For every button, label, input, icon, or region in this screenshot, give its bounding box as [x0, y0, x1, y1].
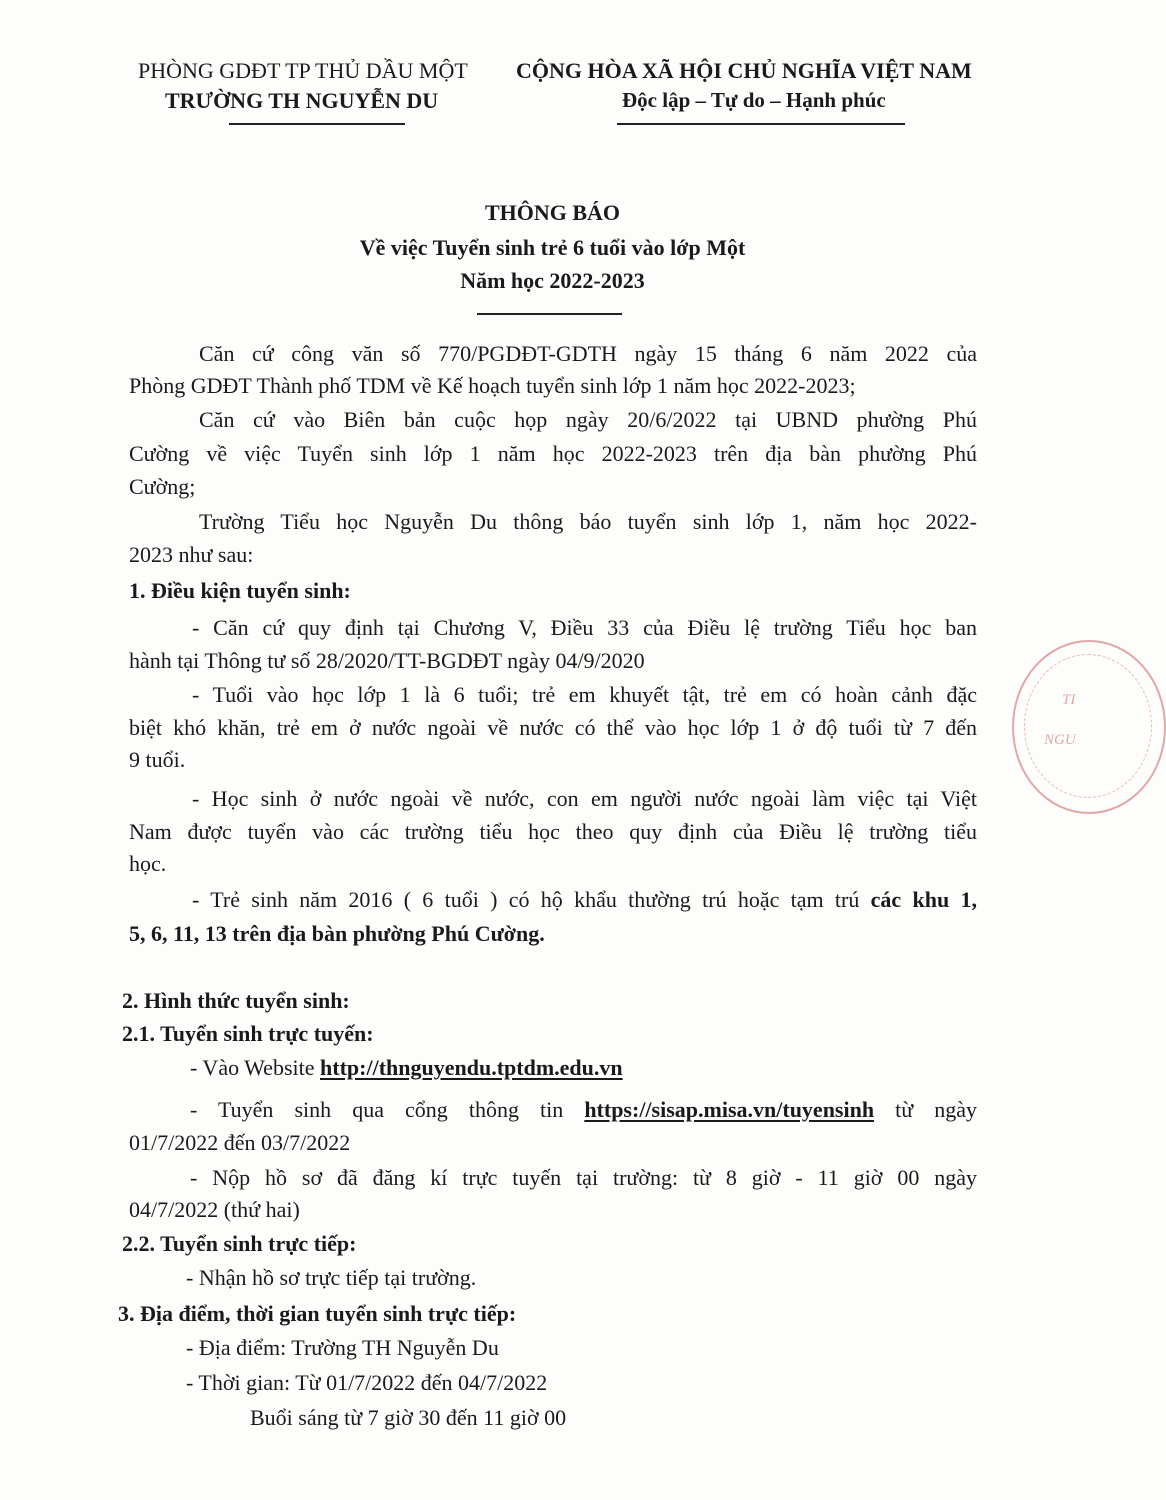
- section-1-bold-text: các khu 1,: [870, 887, 977, 912]
- portal-suffix: từ ngày: [874, 1097, 977, 1122]
- title-underline: [477, 313, 622, 315]
- website-link[interactable]: http://thnguyendu.tptdm.edu.vn: [320, 1055, 623, 1080]
- header-right-underline: [617, 123, 905, 125]
- section-1-heading: 1. Điều kiện tuyển sinh:: [129, 578, 351, 603]
- time-line: - Thời gian: Từ 01/7/2022 đến 04/7/2022: [186, 1370, 548, 1395]
- section-1-line: hành tại Thông tư số 28/2020/TT-BGDĐT ngày 04/9/2020: [129, 648, 645, 673]
- section-1-line: - Học sinh ở nước ngoài về nước, con em người nước ngoài làm việc tại Việt: [192, 786, 977, 811]
- section-1-line: 5, 6, 11, 13 trên địa bàn phường Phú Cường.: [129, 921, 545, 946]
- doc-school-year: Năm học 2022-2023: [460, 268, 645, 293]
- portal-dates: 01/7/2022 đến 03/7/2022: [129, 1130, 351, 1155]
- section-1-line: 9 tuổi.: [129, 747, 186, 772]
- portal-line: [190, 1094, 977, 1127]
- section-1-line: học.: [129, 851, 167, 876]
- doc-title: THÔNG BÁO: [484, 200, 621, 225]
- header-school: TRƯỜNG TH NGUYỄN DU: [165, 88, 439, 113]
- website-prefix: - Vào Website: [190, 1055, 321, 1080]
- portal-prefix: - Tuyển sinh qua cổng thông tin: [190, 1097, 585, 1122]
- preamble-line: Cường về việc Tuyển sinh lớp 1 năm học 2022-2023 trên địa bàn phường Phú: [129, 441, 977, 466]
- section-1-plain-text: - Trẻ sinh năm 2016 ( 6 tuổi ) có hộ khẩu thường trú hoặc tạm trú: [192, 887, 871, 912]
- submit-line: - Nộp hồ sơ đã đăng kí trực tuyến tại trường: từ 8 giờ - 11 giờ 00 ngày: [190, 1165, 977, 1190]
- header-motto: Độc lập – Tự do – Hạnh phúc: [622, 88, 886, 112]
- header-republic: CỘNG HÒA XÃ HỘI CHỦ NGHĨA VIỆT NAM: [516, 58, 972, 83]
- header-left-underline: [229, 123, 405, 125]
- portal-link[interactable]: https://sisap.misa.vn/tuyensinh: [584, 1097, 875, 1122]
- preamble-line: Phòng GDĐT Thành phố TDM về Kế hoạch tuyển sinh lớp 1 năm học 2022-2023;: [129, 373, 856, 398]
- section-1-line: - Tuổi vào học lớp 1 là 6 tuổi; trẻ em khuyết tật, trẻ em có hoàn cảnh đặc: [192, 682, 977, 707]
- stamp-text: NGU: [1044, 732, 1076, 748]
- preamble-line: Căn cứ vào Biên bản cuộc họp ngày 20/6/2022 tại UBND phường Phú: [199, 407, 977, 432]
- website-line: [190, 1055, 623, 1081]
- section-2-2-heading: 2.2. Tuyển sinh trực tiếp:: [122, 1231, 357, 1256]
- section-1-line: - Căn cứ quy định tại Chương V, Điều 33 của Điều lệ trường Tiểu học ban: [192, 615, 977, 640]
- section-1-line: [192, 884, 977, 917]
- section-3-heading: 3. Địa điểm, thời gian tuyển sinh trực tiếp:: [118, 1301, 517, 1326]
- section-2-heading: 2. Hình thức tuyển sinh:: [122, 988, 350, 1013]
- preamble-line: Căn cứ công văn số 770/PGDĐT-GDTH ngày 15 tháng 6 năm 2022 của: [199, 341, 977, 366]
- header-department: PHÒNG GDĐT TP THỦ DẦU MỘT: [138, 58, 468, 83]
- doc-subtitle: Về việc Tuyển sinh trẻ 6 tuổi vào lớp Một: [359, 235, 746, 260]
- stamp-inner-ring: [1024, 654, 1152, 798]
- section-1-line: Nam được tuyển vào các trường tiểu học theo quy định của Điều lệ trường tiểu: [129, 819, 977, 844]
- morning-line: Buổi sáng từ 7 giờ 30 đến 11 giờ 00: [250, 1405, 567, 1430]
- stamp-text: TI: [1062, 692, 1076, 708]
- section-1-line: biệt khó khăn, trẻ em ở nước ngoài về nước có thể vào học lớp 1 ở độ tuổi từ 7 đến: [129, 715, 977, 740]
- preamble-line: 2023 như sau:: [129, 542, 254, 567]
- place-line: - Địa điểm: Trường TH Nguyễn Du: [186, 1335, 499, 1360]
- preamble-line: Cường;: [129, 474, 196, 499]
- direct-line: - Nhận hồ sơ trực tiếp tại trường.: [186, 1265, 477, 1290]
- official-stamp: [1012, 640, 1166, 814]
- section-2-1-heading: 2.1. Tuyển sinh trực tuyến:: [122, 1021, 374, 1046]
- preamble-line: Trường Tiểu học Nguyễn Du thông báo tuyển sinh lớp 1, năm học 2022-: [199, 509, 977, 534]
- submit-date: 04/7/2022 (thứ hai): [129, 1197, 300, 1222]
